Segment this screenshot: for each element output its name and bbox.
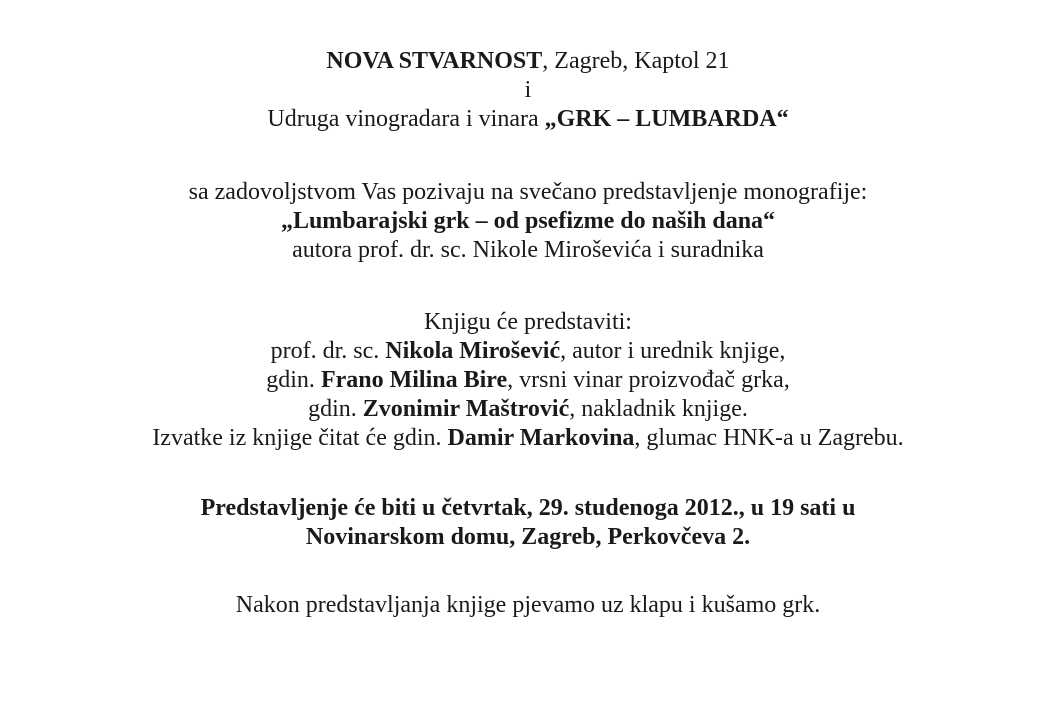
event-line-1: Predstavljenje će biti u četvrtak, 29. studenoga 2012., u 19 sati u: [200, 495, 856, 521]
presenter-name: Frano Milina Bire: [320, 367, 508, 393]
invitation-intro: sa zadovoljstvom Vas pozivaju na svečano predstavljenje monografije:: [188, 179, 868, 205]
organizers-block: [0, 47, 1056, 134]
event-line-2: Novinarskom domu, Zagreb, Perkovčeva 2.: [305, 524, 751, 550]
association-prefix: Udruga vinogradara i vinara: [267, 106, 545, 132]
closing-block: [0, 591, 1056, 620]
reader-line: Izvatke iz knjige čitat će gdin. Damir Markovina, glumac HNK-a u Zagrebu.: [152, 425, 904, 451]
reader-name: Damir Markovina: [447, 425, 635, 451]
book-block: [0, 178, 1056, 265]
presenters-heading: Knjigu će predstaviti:: [424, 309, 632, 335]
presenter-name: Zvonimir Maštrović: [362, 396, 570, 422]
association-line: [0, 105, 1056, 134]
presenter-line: gdin. Zvonimir Maštrović, nakladnik knjige.: [308, 396, 748, 422]
event-details-block: [0, 494, 1056, 552]
closing-text: Nakon predstavljanja knjige pjevamo uz klapu i kušamo grk.: [235, 592, 821, 618]
presenter-line: gdin. Frano Milina Bire, vrsni vinar proizvođač grka,: [266, 367, 790, 393]
publisher-line: [0, 47, 1056, 76]
book-title: „Lumbarajski grk – od psefizme do naših dana“: [280, 208, 776, 234]
presenters-block: [0, 308, 1056, 453]
presenter-name: Nikola Mirošević: [385, 338, 561, 364]
book-authors: autora prof. dr. sc. Nikole Miroševića i suradnika: [292, 237, 764, 263]
publisher-name: NOVA STVARNOST: [326, 48, 543, 74]
presenter-line: prof. dr. sc. Nikola Mirošević, autor i urednik knjige,: [270, 338, 786, 364]
publisher-address: , Zagreb, Kaptol 21: [542, 48, 730, 74]
conjunction: i: [524, 77, 532, 103]
association-name: „GRK – LUMBARDA“: [544, 106, 789, 132]
